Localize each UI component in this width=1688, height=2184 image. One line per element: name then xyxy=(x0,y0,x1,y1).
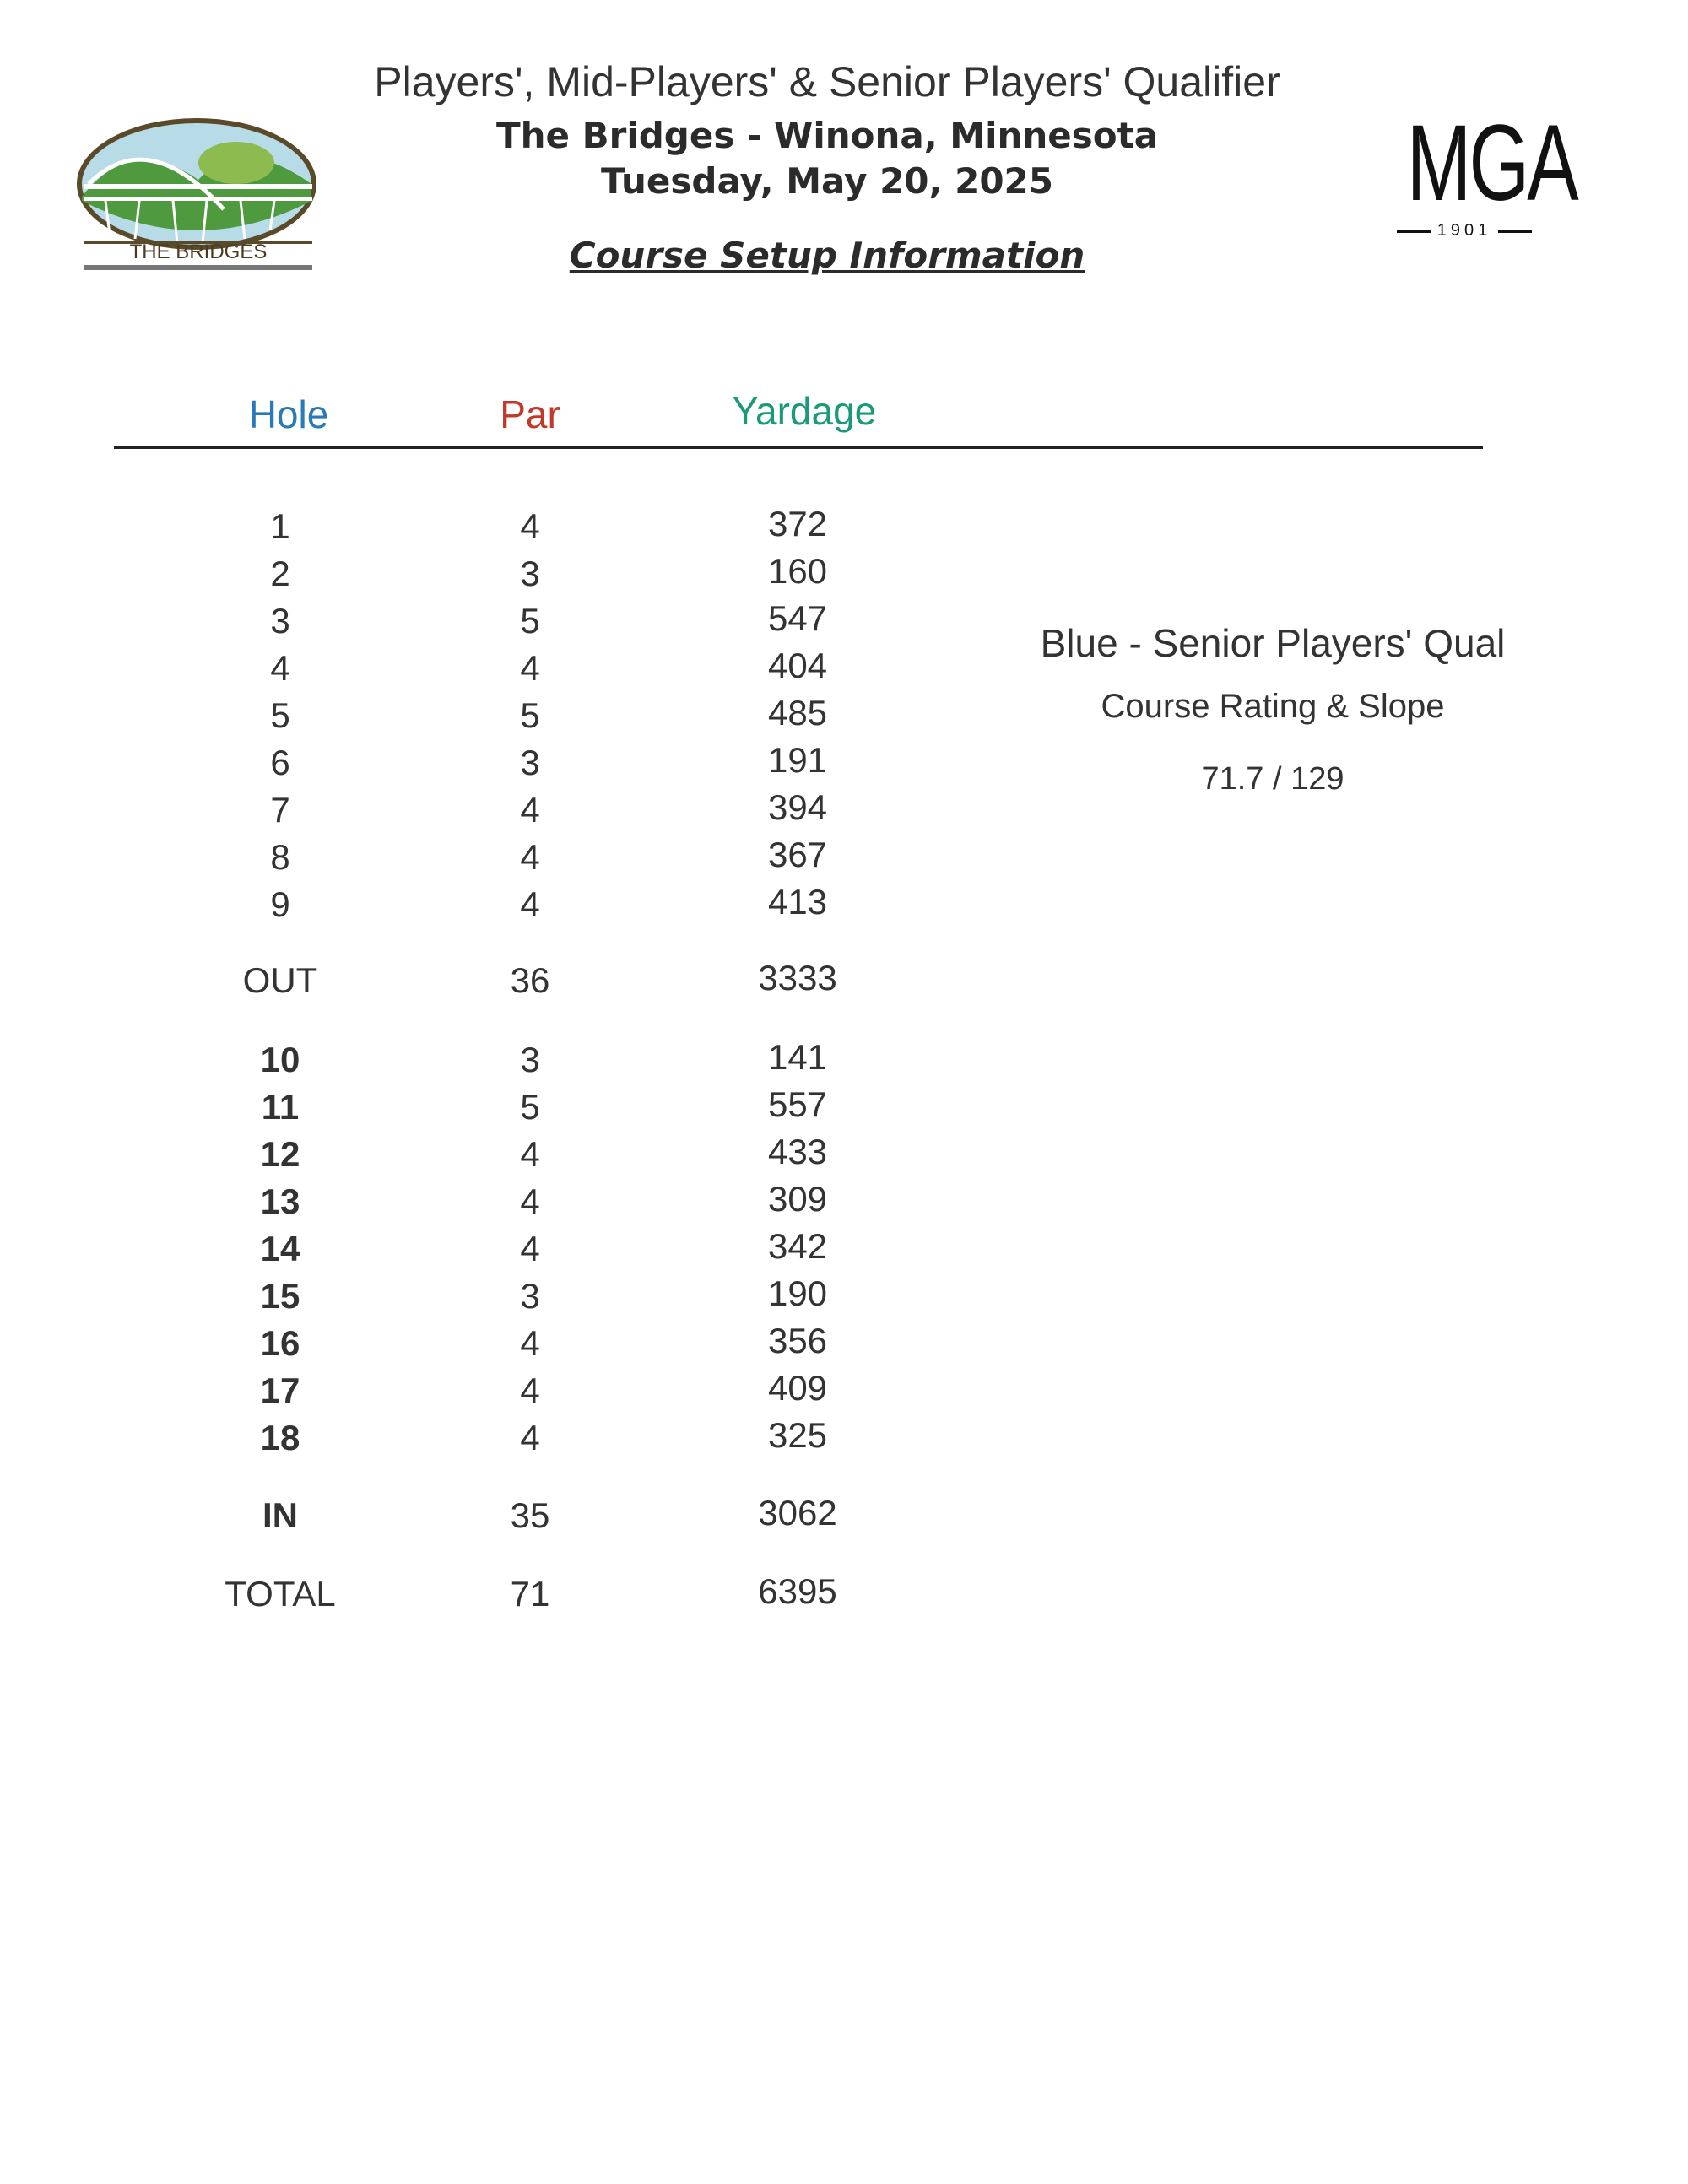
hole-cell: 12 xyxy=(260,1134,300,1174)
par-cell: 5 xyxy=(520,695,540,735)
hole-cell: 16 xyxy=(260,1323,300,1363)
hole-cell: OUT xyxy=(242,960,318,1000)
mga-logo-year: 1901 xyxy=(1436,221,1492,240)
hole-cell: 8 xyxy=(270,837,290,877)
par-cell: 4 xyxy=(520,506,540,546)
yardage-cell: 309 xyxy=(767,1179,828,1219)
par-cell: 5 xyxy=(520,601,540,641)
header-divider xyxy=(114,446,1483,449)
par-cell: 71 xyxy=(510,1574,550,1614)
hole-cell: 18 xyxy=(260,1418,300,1457)
par-cell: 4 xyxy=(520,1229,540,1268)
hole-cell: 11 xyxy=(261,1087,300,1127)
yardage-cell: 404 xyxy=(767,646,828,685)
event-date: Tuesday, May 20, 2025 xyxy=(601,160,1053,202)
yardage-cell: 367 xyxy=(767,835,828,874)
yardage-cell: 433 xyxy=(767,1132,828,1171)
yardage-cell: 191 xyxy=(767,740,828,780)
hole-cell: 17 xyxy=(260,1370,300,1410)
hole-cell: 9 xyxy=(270,884,290,924)
yardage-cell: 6395 xyxy=(758,1571,837,1611)
column-header-yardage: Yardage xyxy=(732,389,877,433)
tee-name: Blue - Senior Players' Qual xyxy=(1040,621,1506,665)
yardage-cell: 3333 xyxy=(758,958,837,997)
par-cell: 4 xyxy=(520,884,540,924)
hole-cell: 3 xyxy=(270,601,290,641)
yardage-cell: 342 xyxy=(767,1226,828,1266)
mga-logo xyxy=(1384,103,1577,245)
yardage-cell: 325 xyxy=(767,1415,828,1455)
hole-cell: 6 xyxy=(270,743,290,782)
par-cell: 5 xyxy=(520,1087,540,1127)
hole-cell: TOTAL xyxy=(225,1574,336,1614)
the-bridges-logo xyxy=(72,116,325,277)
hole-cell: 15 xyxy=(260,1276,300,1316)
hole-cell: 7 xyxy=(270,790,290,830)
hole-cell: 10 xyxy=(260,1040,300,1079)
column-header-par: Par xyxy=(500,392,560,436)
the-bridges-logo-text: THE BRIDGES xyxy=(129,241,268,263)
par-cell: 35 xyxy=(510,1495,550,1535)
par-cell: 36 xyxy=(510,960,550,1000)
hole-cell: 14 xyxy=(260,1229,300,1268)
par-cell: 4 xyxy=(520,1181,540,1221)
yardage-cell: 190 xyxy=(767,1273,828,1313)
hole-cell: 4 xyxy=(270,648,290,688)
mga-logo-text: MGA xyxy=(1406,103,1577,224)
yardage-cell: 557 xyxy=(767,1084,828,1124)
yardage-cell: 547 xyxy=(767,598,828,638)
hole-cell: IN xyxy=(262,1495,298,1535)
yardage-cell: 413 xyxy=(767,882,828,922)
par-cell: 4 xyxy=(520,1370,540,1410)
yardage-cell: 485 xyxy=(767,693,828,733)
yardage-cell: 3062 xyxy=(758,1493,837,1533)
par-cell: 4 xyxy=(520,837,540,877)
rating-value: 71.7 / 129 xyxy=(1201,761,1344,797)
par-cell: 3 xyxy=(520,1040,540,1079)
yardage-cell: 160 xyxy=(767,551,828,591)
par-cell: 4 xyxy=(520,1418,540,1457)
par-cell: 4 xyxy=(520,1323,540,1363)
yardage-cell: 394 xyxy=(767,787,828,827)
hole-cell: 2 xyxy=(270,554,290,593)
par-cell: 3 xyxy=(520,554,540,593)
column-header-hole: Hole xyxy=(248,392,329,436)
yardage-cell: 356 xyxy=(767,1321,828,1360)
page-title: Players', Mid-Players' & Senior Players' Qualifier xyxy=(374,58,1280,105)
section-title: Course Setup Information xyxy=(569,235,1085,276)
par-cell: 4 xyxy=(520,648,540,688)
hole-cell: 5 xyxy=(270,695,290,735)
par-cell: 4 xyxy=(520,790,540,830)
yardage-cell: 409 xyxy=(767,1368,828,1408)
rating-label: Course Rating & Slope xyxy=(1101,688,1445,725)
yardage-cell: 372 xyxy=(767,504,828,543)
yardage-cell: 141 xyxy=(767,1037,828,1077)
hole-cell: 1 xyxy=(270,506,290,546)
hole-cell: 13 xyxy=(260,1181,300,1221)
par-cell: 4 xyxy=(520,1134,540,1174)
venue-subtitle: The Bridges - Winona, Minnesota xyxy=(495,115,1159,156)
par-cell: 3 xyxy=(520,1276,540,1316)
par-cell: 3 xyxy=(520,743,540,782)
